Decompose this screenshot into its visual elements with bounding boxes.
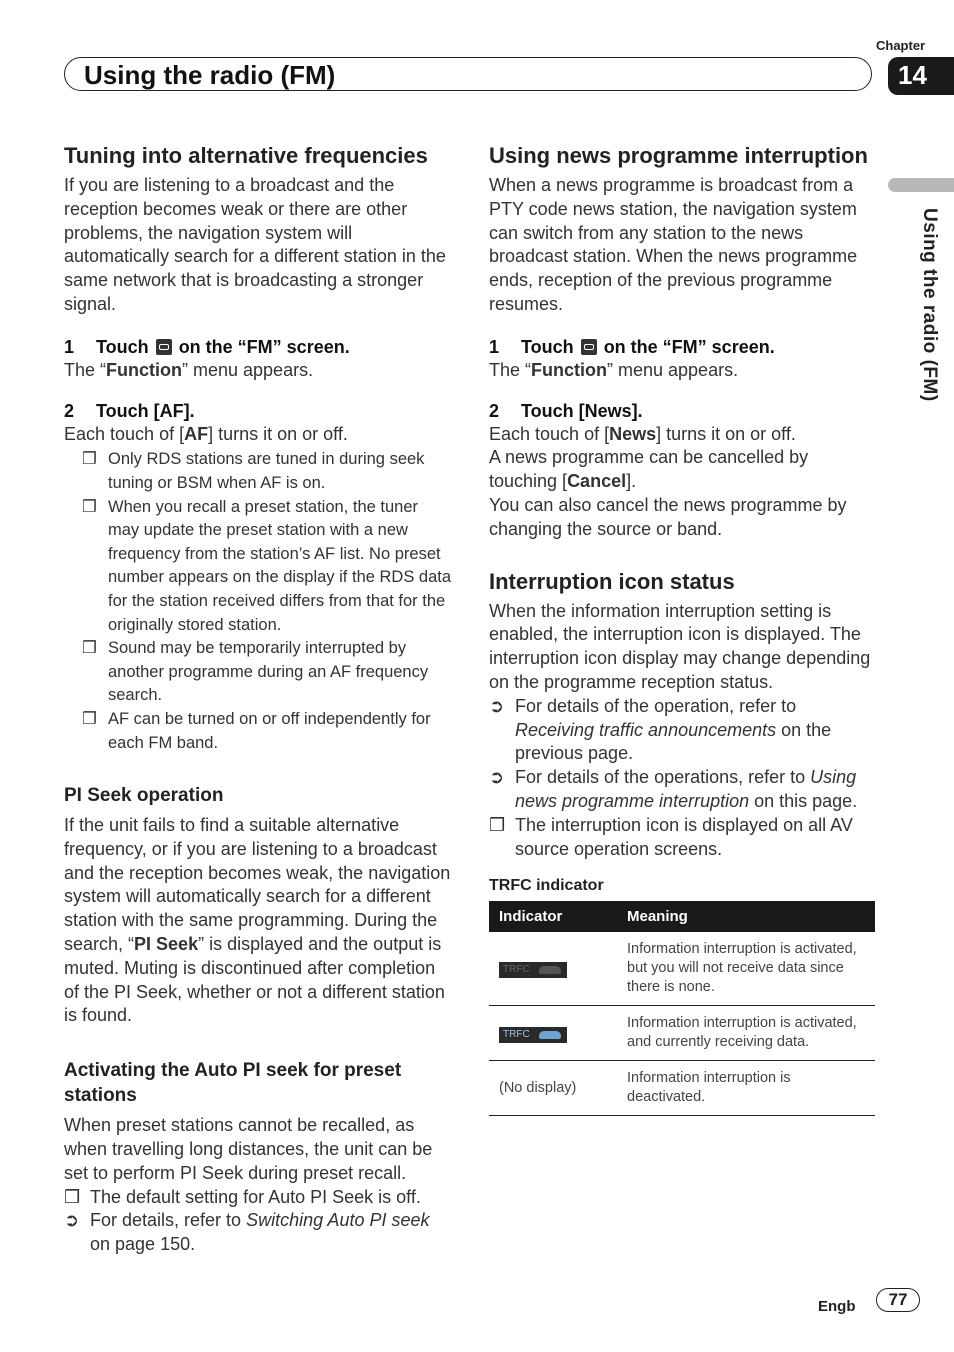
section-heading-auto-pi: Activating the Auto PI seek for preset stations bbox=[64, 1060, 402, 1107]
function-menu-icon bbox=[581, 339, 597, 355]
step-2-alt: You can also cancel the news programme by changing the source or band. bbox=[489, 494, 847, 539]
section-body-auto-pi: When preset stations cannot be recalled, as when travelling long distances, the unit can be set to perform PI Seek during preset recall. bbox=[64, 1115, 433, 1183]
note-checkbox-icon: ❒ bbox=[82, 450, 97, 469]
step-2: 2 Touch [News]. bbox=[489, 400, 643, 421]
section-heading-af: Tuning into alternative frequencies bbox=[64, 143, 428, 168]
note-item: ❒ The interruption icon is displayed on all AV source operation screens. bbox=[489, 814, 853, 859]
chapter-label: Chapter bbox=[876, 38, 926, 53]
note-checkbox-icon: ❒ bbox=[82, 497, 97, 516]
function-menu-icon bbox=[156, 339, 172, 355]
left-column bbox=[64, 142, 452, 1257]
indicator-cell bbox=[489, 932, 617, 1006]
section-body-af: If you are listening to a broadcast and the reception becomes weak or there are other problems, the navigation system will automatically search for a different station in the same network that is broadcasting a stronger signal. bbox=[64, 175, 446, 314]
step-number: 2 bbox=[64, 400, 75, 421]
table-header-row bbox=[489, 901, 875, 932]
step-2-result: Each touch of [News] turns it on or off. bbox=[489, 423, 796, 444]
step-1-result: The “Function” menu appears. bbox=[64, 359, 314, 380]
side-tab-label: Using the radio (FM) bbox=[919, 208, 940, 402]
reference-item: ➲ For details, refer to Switching Auto PI seek on page 150. bbox=[64, 1210, 430, 1255]
note-item: ❒ Sound may be temporarily interrupted by another programme during an AF frequency search. bbox=[82, 639, 429, 705]
chapter-number: 14 bbox=[888, 57, 954, 95]
note-checkbox-icon: ❒ bbox=[64, 1186, 81, 1207]
step-1: 1 Touch on the “FM” screen. bbox=[489, 336, 775, 357]
reference-item: ➲ For details of the operation, refer to Receiving traffic announcements on the previous page. bbox=[489, 695, 832, 764]
right-column bbox=[489, 142, 877, 1116]
step-1-result: The “Function” menu appears. bbox=[489, 359, 739, 380]
meaning-cell: Information interruption is activated, and currently receiving data. bbox=[617, 1006, 875, 1061]
note-item: ❒ The default setting for Auto PI Seek is off. bbox=[64, 1186, 452, 1210]
indicator-cell bbox=[489, 1006, 617, 1061]
trfc-table bbox=[489, 901, 875, 1116]
section-body-interruption: When the information interruption setting is enabled, the interruption icon is displayed. The interruption icon display may change depending on the programme reception status. bbox=[489, 600, 871, 692]
reference-arrow-icon: ➲ bbox=[64, 1210, 80, 1231]
note-list bbox=[82, 448, 452, 755]
page-number: 77 bbox=[876, 1288, 920, 1312]
table-header: Meaning bbox=[617, 901, 875, 932]
table-title: TRFC indicator bbox=[489, 877, 604, 895]
table-header: Indicator bbox=[489, 901, 617, 932]
indicator-cell: (No display) bbox=[489, 1061, 617, 1116]
language-code: Engb bbox=[818, 1298, 856, 1315]
section-body-news: When a news programme is broadcast from a PTY code news station, the navigation system can switch from any station to the news broadcast station. When the news programme ends, reception of the previous programme resumes. bbox=[489, 175, 858, 314]
note-checkbox-icon: ❒ bbox=[489, 814, 506, 835]
note-checkbox-icon: ❒ bbox=[82, 639, 97, 658]
reference-arrow-icon: ➲ bbox=[489, 695, 505, 716]
page-title: Using the radio (FM) bbox=[84, 60, 336, 90]
note-item: ❒ When you recall a preset station, the tuner may update the preset station with a new frequency from the station’s AF list. No preset number appears on the display if the RDS data for the station received differs from that for the originally stored station. bbox=[82, 497, 452, 634]
step-number: 1 bbox=[64, 336, 75, 357]
step-number: 2 bbox=[489, 400, 500, 421]
step-2: 2 Touch [AF]. bbox=[64, 400, 195, 421]
step-2-cancel: A news programme can be cancelled by touching [Cancel]. bbox=[489, 447, 809, 492]
side-tab-marker bbox=[888, 178, 954, 192]
reference-arrow-icon: ➲ bbox=[489, 767, 505, 788]
section-heading-news: Using news programme interruption bbox=[489, 143, 868, 168]
reference-item: ➲ For details of the operations, refer to Using news programme interruption on this page. bbox=[489, 767, 858, 811]
note-item: ❒ Only RDS stations are tuned in during seek tuning or BSM when AF is on. bbox=[82, 450, 425, 492]
section-body-pi-seek: If the unit fails to find a suitable alternative frequency, or if you are listening to a broadcast and the reception becomes weak, the navigation system will automatically search for a different station with the same programming. During the search, “PI Seek” is displayed and the output is muted. Muting is discontinued after completion of the PI Seek, whether or not a different station is found. bbox=[64, 815, 451, 1026]
note-item: ❒ AF can be turned on or off independently for each FM band. bbox=[82, 709, 431, 752]
table-row bbox=[489, 932, 875, 1006]
trfc-dim-icon: TRFC bbox=[499, 962, 567, 978]
section-heading-pi-seek: PI Seek operation bbox=[64, 785, 224, 807]
note-checkbox-icon: ❒ bbox=[82, 709, 97, 728]
trfc-active-icon: TRFC bbox=[499, 1027, 567, 1043]
step-2-result: Each touch of [AF] turns it on or off. bbox=[64, 423, 348, 444]
table-row bbox=[489, 1061, 875, 1116]
step-number: 1 bbox=[489, 336, 500, 357]
meaning-cell: Information interruption is deactivated. bbox=[617, 1061, 875, 1116]
section-heading-interruption: Interruption icon status bbox=[489, 568, 735, 594]
table-row bbox=[489, 1006, 875, 1061]
step-1: 1 Touch on the “FM” screen. bbox=[64, 336, 350, 357]
meaning-cell: Information interruption is activated, but you will not receive data since there is none. bbox=[617, 932, 875, 1006]
